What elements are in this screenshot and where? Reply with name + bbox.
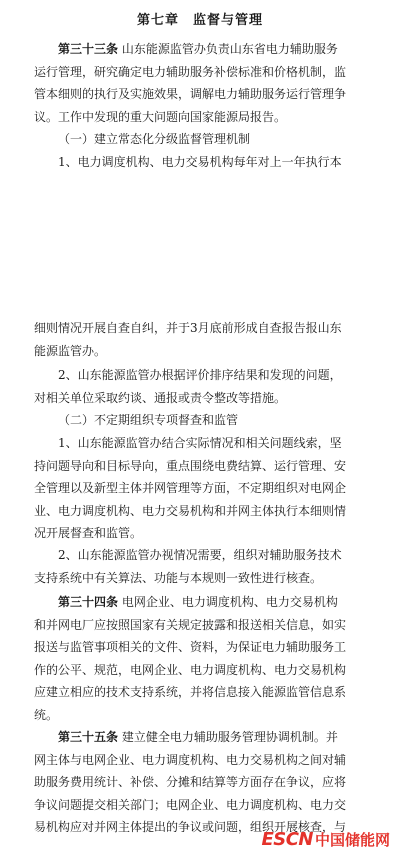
article-35: 第三十五条 建立健全电力辅助服务管理协调机制。并 网主体与电网企业、电力调度机构、电力交易机构之间对辅 助服务费用统计、补偿、分摊和结算等方面存在争议，应将 争议问题提交相关部门；电网企业、电力调度机构、电力交 易机构应对并网主体提出的争议或问题，组织开展核查，与 [34,730,347,834]
item-1-line-1: 1、电力调度机构、电力交易机构每年对上一年执行本 [58,155,342,169]
section-2-heading: （二）不定期组织专项督查和监管 [58,413,239,427]
section-1-heading: （一）建立常态化分级监督管理机制 [58,132,251,146]
item-3: 1、山东能源监管办结合实际情况和相关问题线索，坚 持问题导向和目标导向，重点围绕电费结算、运行管理、安 全管理以及新型主体并网管理等方面，不定期组织对电网企 业、电力调度机构、电力交易机构和并网主体执行本细则情 况开展督查和监管。 [34,436,347,540]
article-34-label: 第三十四条 [58,595,119,609]
article-33: 第三十三条 山东能源监管办负责山东省电力辅助服务 运行管理，研究确定电力辅助服务补偿标准和价格机制，监 管本细则的执行及实施效果，调解电力辅助服务运行管理争 议。工作中发现的重大问题向国家能源局报告。 [34,42,347,124]
escn-watermark-logo: ESCN 中国储能网 [261,828,390,850]
article-33-label: 第三十三条 [58,42,119,56]
item-1-continued: 细则情况开展自查自纠，并于3月底前形成自查报告报山东 能源监管办。 [34,321,342,358]
chapter-title: 第七章 监督与管理 [136,13,263,28]
article-34: 第三十四条 电网企业、电力调度机构、电力交易机构 和并网电厂应按照国家有关规定披露和报送相关信息，如实 报送与监管事项相关的文件、资料，为保证电力辅助服务工 作的公平、规范，电网企业、电力调度机构、电力交易机构 应建立相应的技术支持系统，并将信息接入能源监管信息系 统。 [34,595,347,722]
item-4: 2、山东能源监管办视情况需要，组织对辅助服务技术 支持系统中有关算法、功能与本规则一致性进行核查。 [34,548,342,585]
item-2: 2、山东能源监管办根据评价排序结果和发现的问题， 对相关单位采取约谈、通报或责令整改等措施。 [34,368,342,405]
article-35-label: 第三十五条 [58,730,119,744]
